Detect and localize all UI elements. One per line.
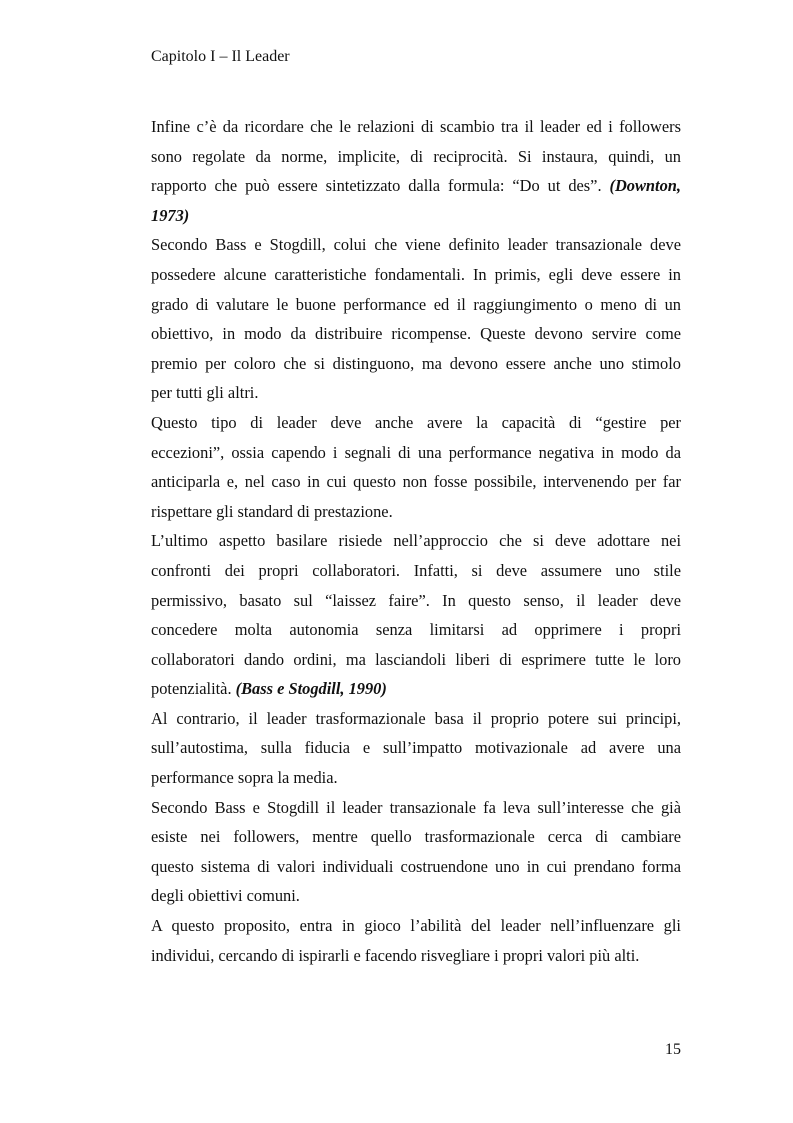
text-line xyxy=(151,763,681,793)
text-segment: sono regolate da norme, implicite, di reciprocità. Si instaura, quindi, un xyxy=(151,146,681,166)
text-line xyxy=(151,467,681,497)
text-line xyxy=(151,142,681,172)
text-segment: permissivo, basato sul “laissez faire”. In questo senso, il leader deve xyxy=(151,590,681,610)
text-segment: Secondo Bass e Stogdill, colui che viene definito leader transazionale deve xyxy=(151,235,681,255)
text-line xyxy=(151,556,681,586)
text-segment: anticiparla e, nel caso in cui questo non fosse possibile, intervenendo per far xyxy=(151,472,681,492)
text-line xyxy=(151,171,681,201)
citation: 1973) xyxy=(151,205,190,225)
text-line xyxy=(151,881,681,911)
text-segment: degli obiettivi comuni. xyxy=(151,886,300,906)
text-segment: eccezioni”, ossia capendo i segnali di una performance negativa in modo da xyxy=(151,442,681,462)
text-line xyxy=(151,941,681,971)
text-line xyxy=(151,230,681,260)
text-segment: L’ultimo aspetto basilare risiede nell’approccio che si deve adottare nei xyxy=(151,531,681,551)
text-segment: potenzialità. xyxy=(151,679,236,699)
text-segment: possedere alcune caratteristiche fondamentali. In primis, egli deve essere in xyxy=(151,264,681,284)
text-segment: performance sopra la media. xyxy=(151,768,338,788)
text-line xyxy=(151,319,681,349)
text-line xyxy=(151,733,681,763)
text-line xyxy=(151,704,681,734)
text-line xyxy=(151,349,681,379)
text-line xyxy=(151,201,681,231)
text-segment: per tutti gli altri. xyxy=(151,383,259,403)
text-line xyxy=(151,112,681,142)
body-text xyxy=(151,112,681,970)
text-segment: obiettivo, in modo da distribuire ricompense. Queste devono servire come xyxy=(151,324,681,344)
text-line xyxy=(151,911,681,941)
text-line xyxy=(151,408,681,438)
text-segment: Infine c’è da ricordare che le relazioni di scambio tra il leader ed i followers xyxy=(151,117,681,136)
text-line xyxy=(151,822,681,852)
text-line xyxy=(151,378,681,408)
text-segment: esiste nei followers, mentre quello trasformazionale cerca di cambiare xyxy=(151,827,681,847)
text-segment: rispettare gli standard di prestazione. xyxy=(151,501,393,521)
text-segment: Secondo Bass e Stogdill il leader transazionale fa leva sull’interesse che già xyxy=(151,797,681,817)
text-line xyxy=(151,526,681,556)
text-line xyxy=(151,290,681,320)
text-line xyxy=(151,852,681,882)
text-line xyxy=(151,793,681,823)
text-segment: confronti dei propri collaboratori. Infatti, si deve assumere uno stile xyxy=(151,560,681,580)
text-segment: grado di valutare le buone performance ed il raggiungimento o meno di un xyxy=(151,294,681,314)
citation: (Downton, xyxy=(609,176,681,196)
text-segment: concedere molta autonomia senza limitarsi ad opprimere i propri xyxy=(151,620,681,640)
text-segment: A questo proposito, entra in gioco l’abilità del leader nell’influenzare gli xyxy=(151,916,681,936)
page-number: 15 xyxy=(665,1041,681,1058)
text-segment: rapporto che può essere sintetizzato dalla formula: “Do ut des”. xyxy=(151,176,610,196)
running-header: Capitolo I – Il Leader xyxy=(151,48,290,65)
text-segment: questo sistema di valori individuali costruendone uno in cui prendano forma xyxy=(151,856,681,876)
text-line xyxy=(151,586,681,616)
text-line xyxy=(151,674,681,704)
text-segment: Al contrario, il leader trasformazionale basa il proprio potere sui principi, xyxy=(151,708,681,728)
text-segment: individui, cercando di ispirarli e facendo risvegliare i propri valori più alti. xyxy=(151,945,640,965)
text-segment: collaboratori dando ordini, ma lasciandoli liberi di esprimere tutte le loro xyxy=(151,649,681,669)
text-line xyxy=(151,645,681,675)
text-line xyxy=(151,615,681,645)
text-segment: Questo tipo di leader deve anche avere la capacità di “gestire per xyxy=(151,412,681,432)
citation: (Bass e Stogdill, 1990) xyxy=(235,679,387,699)
text-segment: premio per coloro che si distinguono, ma devono essere anche uno stimolo xyxy=(151,353,681,373)
text-line xyxy=(151,438,681,468)
text-line xyxy=(151,497,681,527)
text-segment: sull’autostima, sulla fiducia e sull’impatto motivazionale ad avere una xyxy=(151,738,681,758)
text-line xyxy=(151,260,681,290)
